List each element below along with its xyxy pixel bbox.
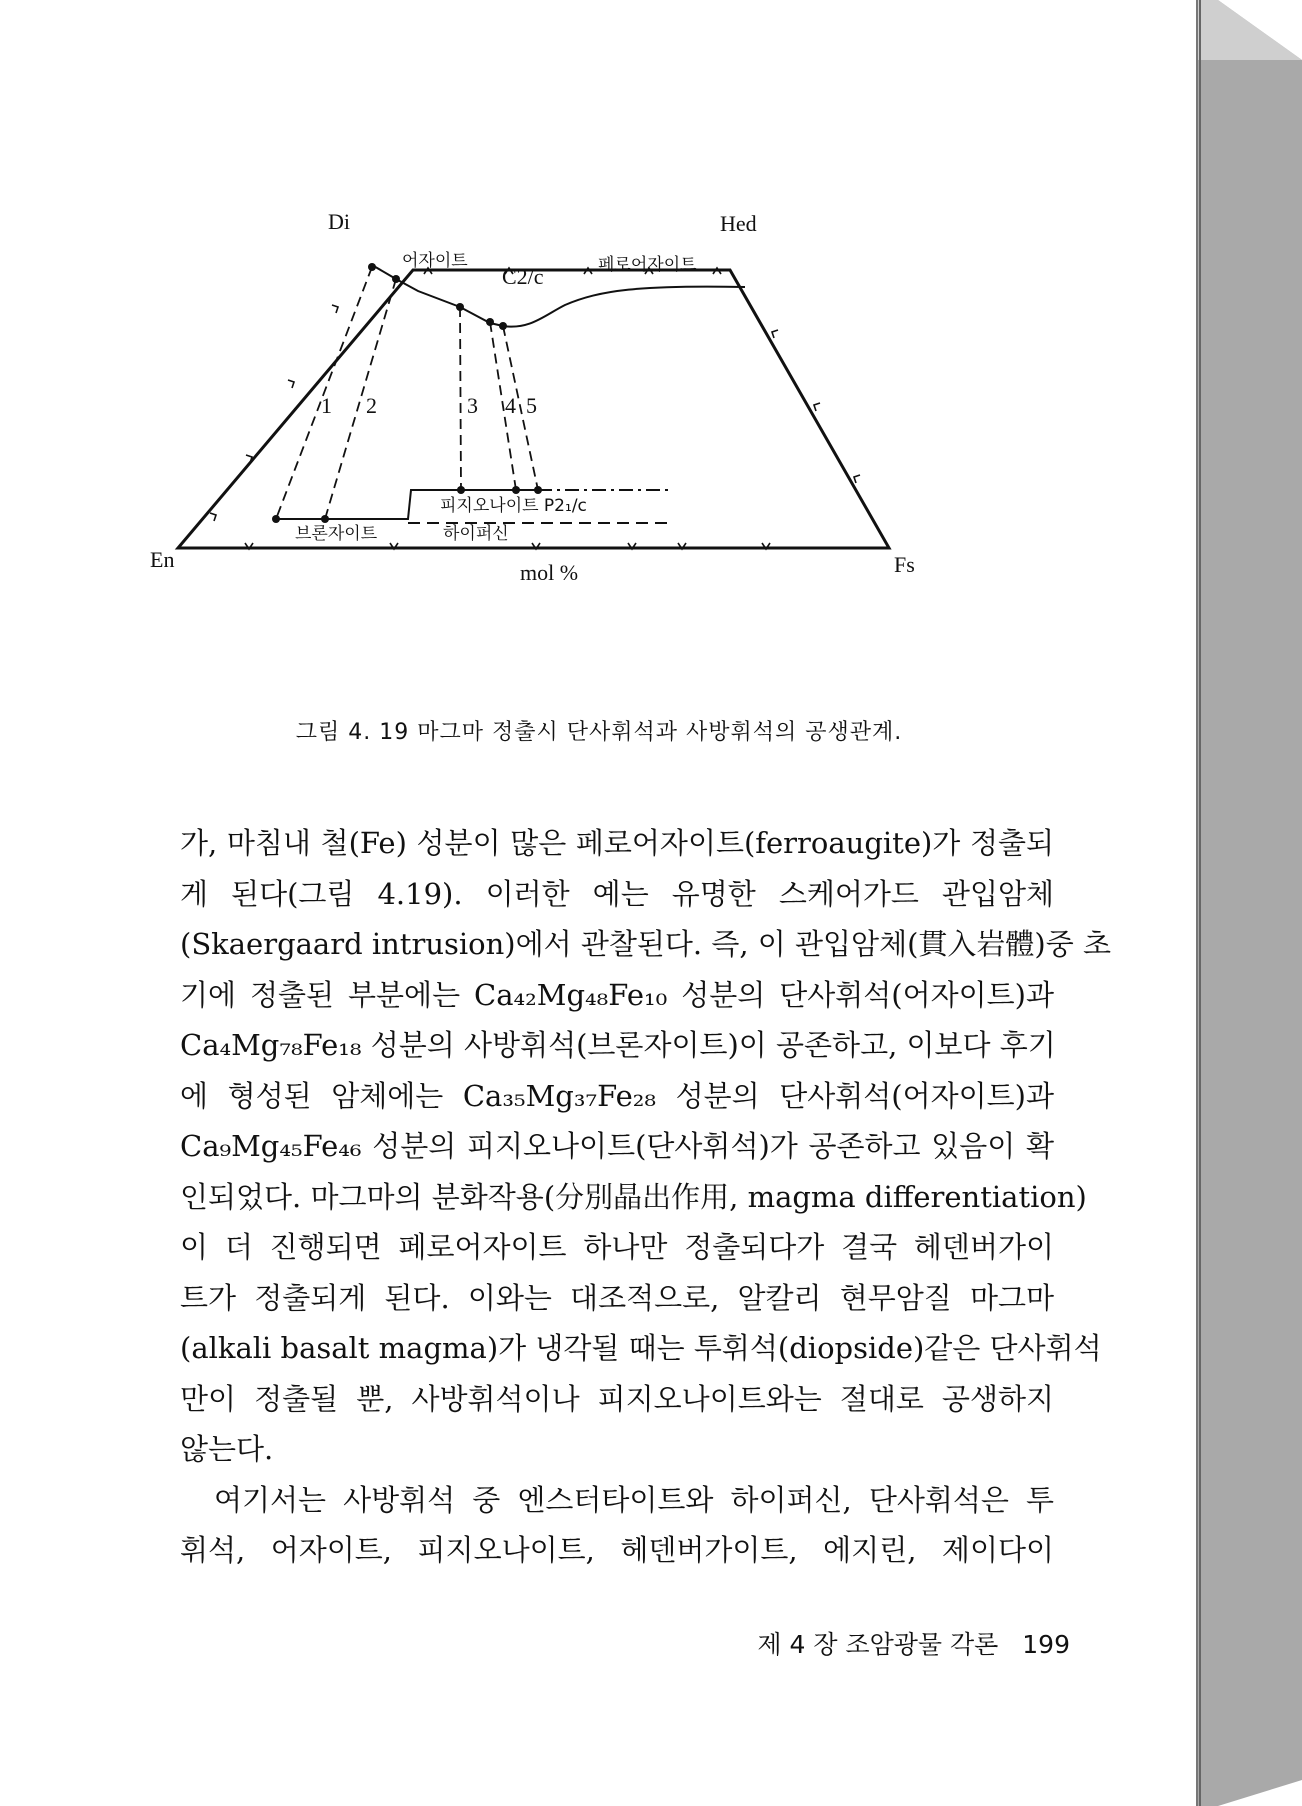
tie-line-number-1: 1 bbox=[321, 393, 332, 418]
paragraph-line: 이 더 진행되면 페로어자이트 하나만 정출되다가 결국 헤덴버가이 bbox=[180, 1230, 1054, 1264]
tie-lines bbox=[276, 267, 538, 519]
label-en: En bbox=[150, 547, 175, 572]
page-number: 199 bbox=[1022, 1630, 1070, 1659]
tie-line-number-4: 4 bbox=[505, 393, 516, 418]
paragraph-line: 트가 정출되게 된다. 이와는 대조적으로, 알칼리 현무암질 마그마 bbox=[180, 1280, 1054, 1315]
paragraph-line: Ca₄Mg₇₈Fe₁₈ 성분의 사방휘석(브론자이트)이 공존하고, 이보다 후기 bbox=[180, 1028, 1056, 1062]
paragraph-line: 않는다. bbox=[180, 1432, 274, 1466]
pyroxene-quadrilateral-diagram bbox=[150, 209, 1070, 690]
running-head-chapter: 제 4 장 조암광물 각론 bbox=[757, 1630, 999, 1659]
paragraph-line: 기에 정출된 부분에는 Ca₄₂Mg₄₈Fe₁₀ 성분의 단사휘석(어자이트)과 bbox=[180, 977, 1054, 1012]
diagram-svg bbox=[150, 209, 1070, 690]
paragraph-line: 인되었다. 마그마의 분화작용(分別晶出作用, magma differentiation) bbox=[180, 1179, 1087, 1214]
label-bronzite: 브론자이트 bbox=[295, 524, 378, 544]
tie-line-number-2: 2 bbox=[366, 393, 377, 418]
paragraph-line: 가, 마침내 철(Fe) 성분이 많은 페로어자이트(ferroaugite)가 정출되 bbox=[180, 826, 1054, 860]
label-axis-mol: mol % bbox=[520, 560, 579, 585]
paragraph-line: 휘석, 어자이트, 피지오나이트, 헤덴버가이트, 에지린, 제이다이 bbox=[180, 1533, 1054, 1567]
paragraph-line: 게 된다(그림 4.19). 이러한 예는 유명한 스케어가드 관입암체 bbox=[180, 876, 1054, 911]
page-footer bbox=[690, 1625, 1070, 1661]
label-augite: 어자이트 bbox=[402, 251, 468, 271]
book-edge-shadow bbox=[1198, 0, 1302, 1806]
label-hed: Hed bbox=[720, 211, 757, 236]
paragraph-line: (alkali basalt magma)가 냉각될 때는 투휘석(diopside)같은 단사휘석 bbox=[180, 1331, 1102, 1365]
body-text bbox=[180, 818, 1111, 1576]
paragraph-line: Ca₉Mg₄₅Fe₄₆ 성분의 피지오나이트(단사휘석)가 공존하고 있음이 확 bbox=[180, 1129, 1054, 1163]
label-c2c: C2/c bbox=[502, 264, 544, 289]
figure-caption: 그림 4. 19 마그마 정출시 단사휘석과 사방휘석의 공생관계. bbox=[295, 720, 903, 745]
label-di: Di bbox=[328, 209, 350, 234]
tie-line-number-5: 5 bbox=[526, 393, 537, 418]
label-ferroaugite: 페로어자이트 bbox=[598, 255, 697, 275]
paragraph-line: 여기서는 사방휘석 중 엔스터타이트와 하이퍼신, 단사휘석은 투 bbox=[214, 1482, 1054, 1517]
label-pigeonite: 피지오나이트 P2₁/c bbox=[440, 496, 587, 516]
tie-line-number-3: 3 bbox=[467, 393, 478, 418]
label-fs: Fs bbox=[894, 552, 915, 577]
paragraph-line: 만이 정출될 뿐, 사방휘석이나 피지오나이트와는 절대로 공생하지 bbox=[180, 1381, 1054, 1416]
label-hypersthene: 하이퍼신 bbox=[443, 524, 509, 544]
paragraph-line: (Skaergaard intrusion)에서 관찰된다. 즉, 이 관입암체(貫入岩體)중 초 bbox=[180, 927, 1111, 961]
paragraph-line: 에 형성된 암체에는 Ca₃₅Mg₃₇Fe₂₈ 성분의 단사휘석(어자이트)과 bbox=[180, 1078, 1054, 1113]
